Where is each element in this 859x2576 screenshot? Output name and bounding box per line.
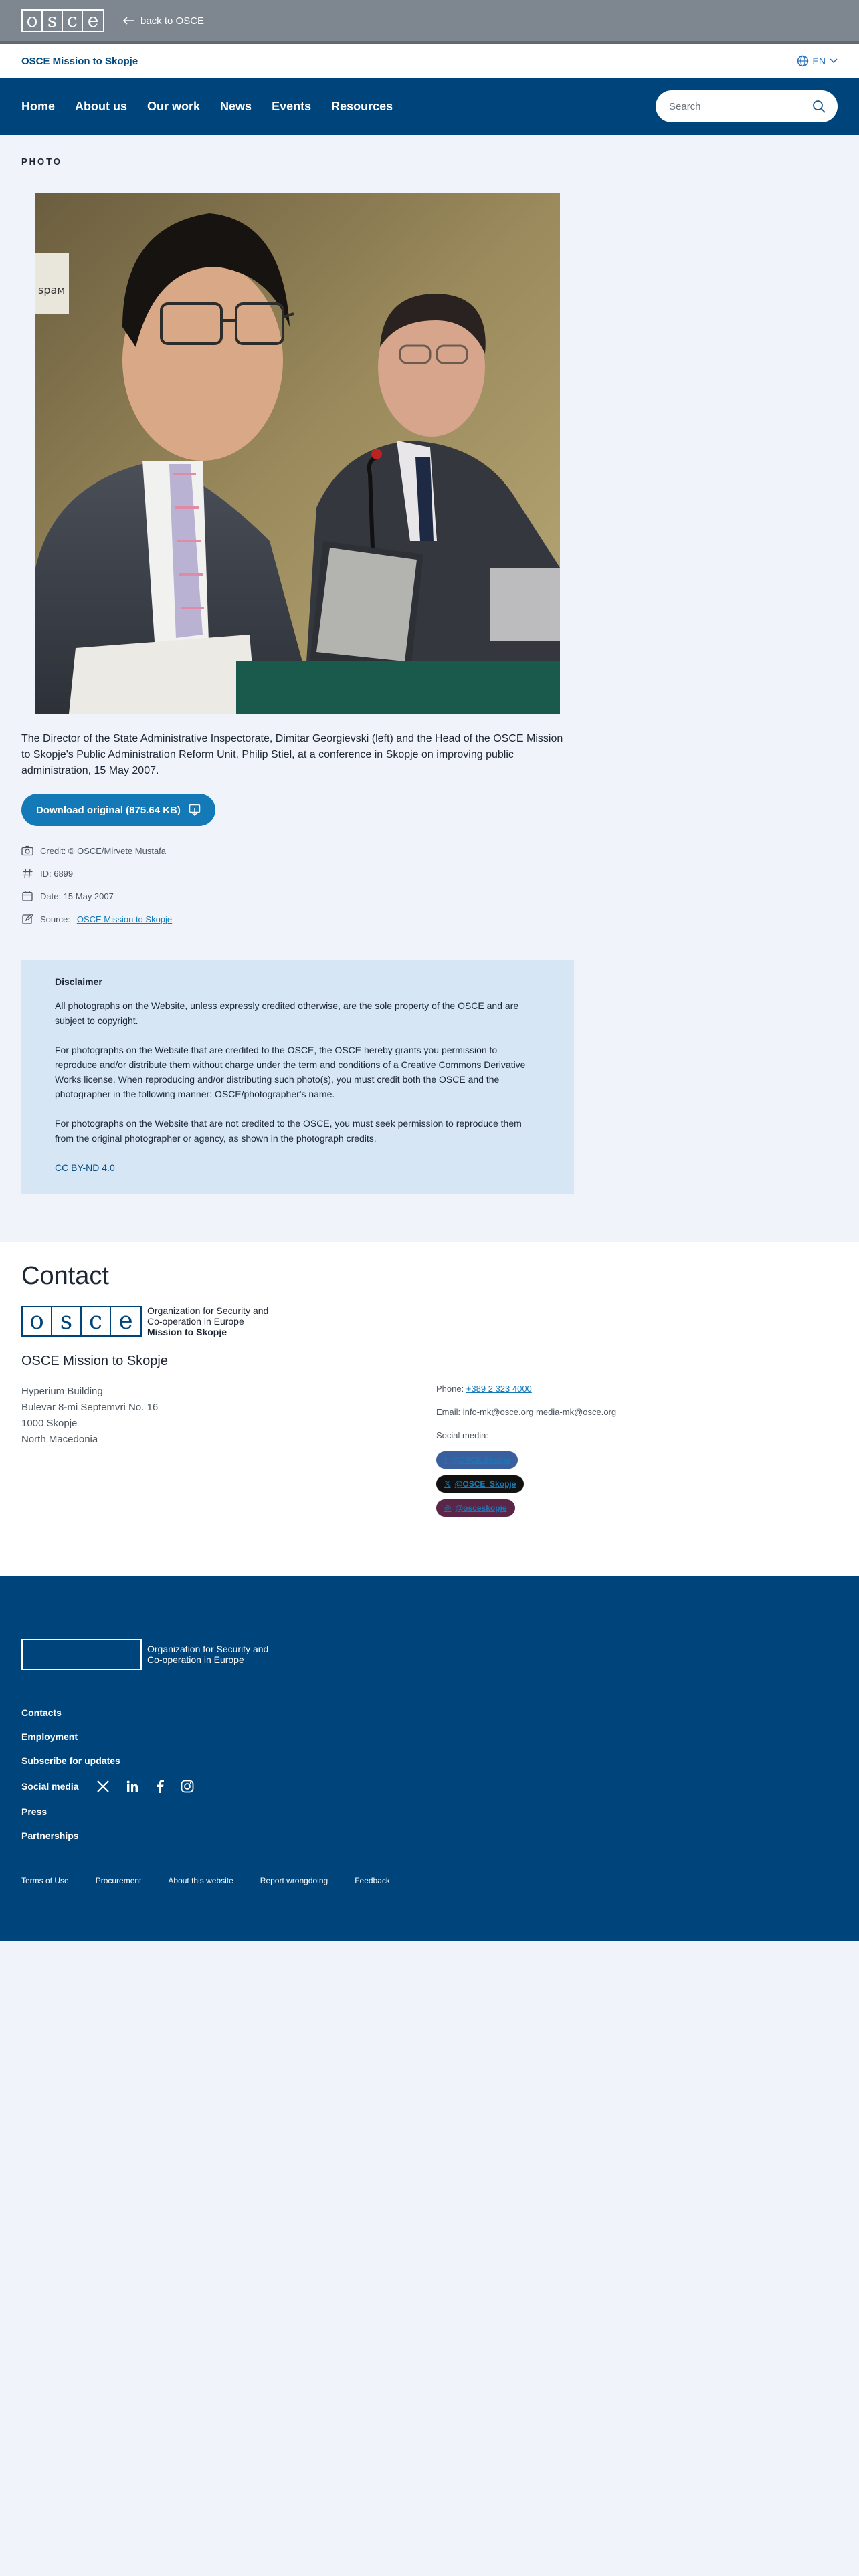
logo-letter: s [43, 11, 63, 31]
footer-link-press[interactable]: Press [21, 1806, 47, 1817]
download-icon [189, 804, 201, 816]
nav-item-resources[interactable]: Resources [331, 99, 393, 113]
footer-links [21, 1707, 838, 1841]
footer-bottom-links [21, 1876, 838, 1885]
email-line[interactable]: Email: info-mk@osce.org media-mk@osce.org [436, 1407, 617, 1417]
phone-line [436, 1384, 616, 1394]
footer-social-row [21, 1780, 838, 1793]
source-prefix: Source: [40, 914, 70, 924]
source-link[interactable]: OSCE Mission to Skopje [76, 914, 173, 924]
logo-letter: o [23, 1307, 52, 1335]
arrow-left-icon [123, 17, 135, 25]
language-label: EN [812, 56, 826, 66]
logo-letter: o [23, 1640, 52, 1669]
language-selector[interactable] [797, 55, 838, 67]
address-line: Hyperium Building [21, 1386, 103, 1397]
disclaimer-title: Disclaimer [55, 976, 102, 987]
logo-letter: s [52, 1307, 82, 1335]
contact-details [436, 1384, 616, 1517]
footer-link-employment[interactable]: Employment [21, 1731, 78, 1742]
disclaimer-box [21, 960, 574, 1194]
footer-terms-link[interactable]: Terms of Use [21, 1876, 69, 1885]
logo-letter: s [52, 1640, 82, 1669]
social-media-label: Social media: [436, 1430, 489, 1440]
svg-text:ѕрам: ѕрам [38, 284, 66, 296]
instagram-social-button[interactable] [436, 1499, 515, 1517]
contact-heading: Contact [21, 1262, 109, 1290]
mission-bar [0, 41, 859, 78]
globe-icon [797, 55, 809, 67]
x-icon[interactable] [96, 1780, 110, 1793]
credit-row [21, 845, 838, 857]
license-link[interactable]: CC BY-ND 4.0 [55, 1162, 115, 1173]
disclaimer-paragraph-3: For photographs on the Website that are not credited to the OSCE, you must seek permission to reproduce them from the original photographer or agency, as shown in the photograph credits. [55, 1118, 522, 1144]
back-link-label: back to OSCE [140, 15, 205, 27]
address-line: Bulevar 8-mi Septemvri No. 16 [21, 1402, 159, 1413]
footer-link-partnerships[interactable]: Partnerships [21, 1830, 79, 1841]
osce-logo[interactable] [21, 9, 104, 32]
nav-item-news[interactable]: News [220, 99, 252, 113]
x-social-button[interactable] [436, 1475, 524, 1493]
edit-icon [21, 913, 33, 925]
mission-title-link[interactable]: OSCE Mission to Skopje [21, 55, 138, 67]
logo-letter: c [63, 11, 83, 31]
camera-icon [21, 845, 33, 857]
download-original-button[interactable] [21, 794, 215, 826]
nav-item-events[interactable]: Events [272, 99, 312, 113]
site-footer [0, 1576, 859, 1941]
photo-caption: The Director of the State Administrative Inspectorate, Dimitar Georgievski (left) and the Head of the OSCE Mission to Skopje's Public Administration Reform Unit, Philip Stiel, at a conference in Skopje on improving public administration, 15 May 2007. [21, 733, 563, 776]
logo-line-bold: Mission to Skopje [147, 1327, 227, 1337]
postal-address [21, 1384, 436, 1517]
footer-link-subscribe[interactable]: Subscribe for updates [21, 1755, 120, 1766]
logo-line: Co-operation in Europe [147, 1316, 244, 1327]
top-bar [0, 0, 859, 41]
nav-item-our-work[interactable]: Our work [147, 99, 201, 113]
footer-about-link[interactable]: About this website [168, 1876, 233, 1885]
disclaimer-paragraph-2: For photographs on the Website that are credited to the OSCE, the OSCE hereby grants you permission to reproduce and/or distribute them without charge under the term and conditions of a Creative Commons Derivative Works license. When reproducing and/or distributing such photo(s), you must credit both the OSCE and the photographer in the following manner: OSCE/photographer's name. [55, 1045, 526, 1099]
logo-wordmark [147, 1305, 268, 1337]
linkedin-icon[interactable] [126, 1780, 139, 1793]
phone-link[interactable]: +389 2 323 4000 [466, 1384, 532, 1394]
address-line: 1000 Skopje [21, 1418, 78, 1429]
logo-line: Organization for Security and [147, 1644, 269, 1654]
footer-feedback-link[interactable]: Feedback [355, 1876, 390, 1885]
facebook-social-button[interactable] [436, 1451, 518, 1469]
footer-procurement-link[interactable]: Procurement [95, 1876, 142, 1885]
photo-illustration [35, 193, 560, 714]
calendar-icon [21, 890, 33, 902]
id-row [21, 867, 838, 879]
footer-link-contacts[interactable]: Contacts [21, 1707, 62, 1718]
contact-org-name: OSCE Mission to Skopje [21, 1354, 168, 1368]
logo-letter: e [118, 1307, 133, 1335]
phone-label: Phone: [436, 1384, 466, 1394]
footer-logo-wordmark [147, 1644, 268, 1665]
logo-line: Co-operation in Europe [147, 1654, 244, 1665]
chevron-down-icon [830, 58, 838, 64]
date-row [21, 890, 838, 902]
section-label: PHOTO [21, 156, 62, 167]
search-icon[interactable] [812, 100, 826, 113]
facebook-handle: @OSCE.Skopje [451, 1455, 510, 1465]
photo-section [0, 135, 859, 1194]
logo-letter: c [82, 1640, 111, 1669]
logo-letter: e [87, 9, 99, 31]
logo-letter: c [82, 1307, 111, 1335]
footer-report-link[interactable]: Report wrongdoing [260, 1876, 328, 1885]
nav-menu [21, 100, 393, 114]
instagram-icon[interactable] [181, 1780, 194, 1793]
osce-logo-mark [21, 1306, 142, 1337]
id-text: ID: 6899 [40, 868, 74, 879]
osce-logo-mark [21, 1639, 142, 1670]
main-navigation [0, 78, 859, 135]
source-row [21, 913, 838, 925]
x-icon: 𝕏 [444, 1479, 451, 1489]
nav-item-about-us[interactable]: About us [75, 99, 128, 113]
date-text: Date: 15 May 2007 [40, 891, 114, 901]
logo-letter: o [23, 11, 43, 31]
credit-text: Credit: © OSCE/Mirvete Mustafa [40, 845, 167, 856]
logo-line: Organization for Security and [147, 1305, 269, 1316]
contact-section [0, 1242, 859, 1576]
footer-logo[interactable] [21, 1639, 838, 1670]
search-input[interactable] [669, 101, 803, 112]
photo-metadata [21, 845, 838, 925]
facebook-icon[interactable] [155, 1780, 165, 1793]
search-box [656, 90, 838, 122]
back-to-osce-link[interactable] [123, 15, 204, 27]
social-links [436, 1451, 616, 1517]
contact-columns [21, 1384, 838, 1517]
download-button-label: Download original (875.64 KB) [36, 804, 181, 816]
instagram-icon: ◎ [444, 1503, 452, 1513]
facebook-icon: f [444, 1455, 447, 1465]
address-line: North Macedonia [21, 1434, 98, 1445]
x-handle: @OSCE_Skopje [454, 1479, 516, 1489]
instagram-handle: @osceskopje [455, 1503, 507, 1513]
mission-logo [21, 1305, 838, 1337]
footer-social-icons [96, 1780, 194, 1793]
disclaimer-paragraph-1: All photographs on the Website, unless expressly credited otherwise, are the sole property of the OSCE and are subject to copyright. [55, 1000, 519, 1026]
conference-photo [35, 193, 560, 714]
footer-social-label: Social media [21, 1781, 79, 1792]
hash-icon [21, 867, 33, 879]
logo-letter: e [118, 1640, 133, 1668]
nav-item-home[interactable]: Home [21, 99, 56, 113]
